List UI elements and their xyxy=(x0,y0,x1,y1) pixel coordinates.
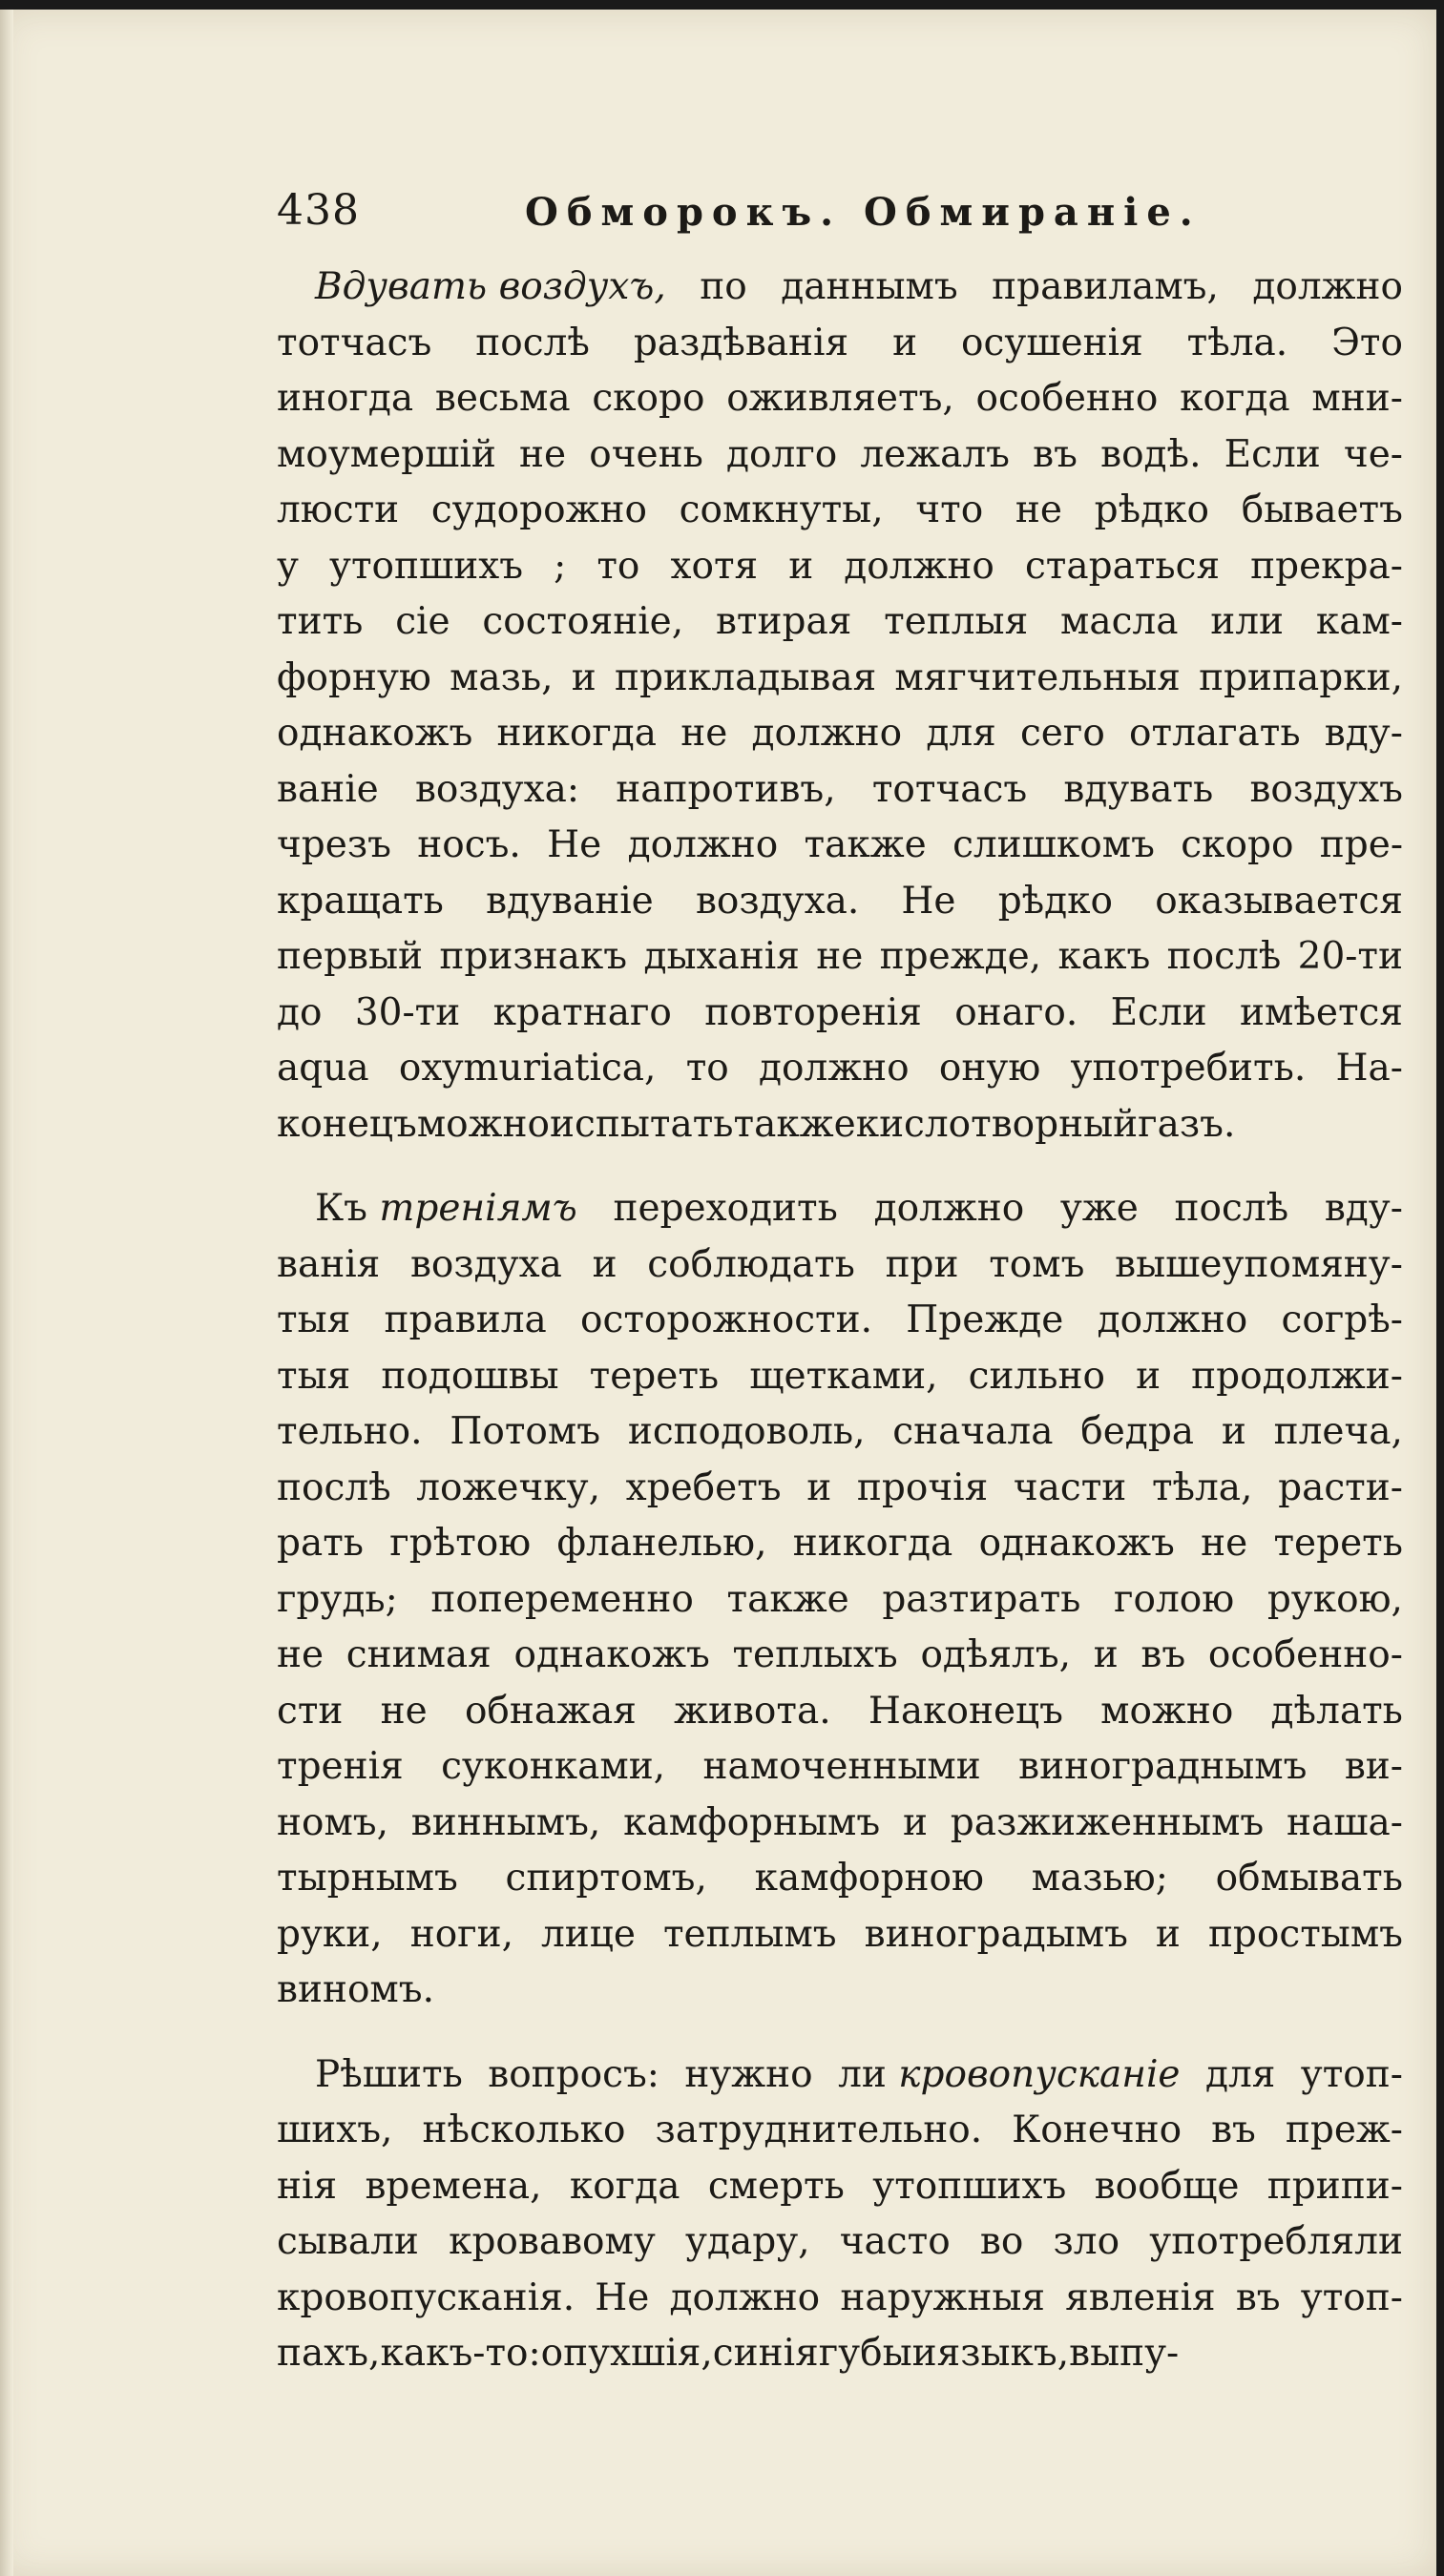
word: что xyxy=(915,488,984,531)
word: теплыхъ xyxy=(732,1633,898,1676)
word: кислотворный xyxy=(855,1102,1139,1146)
word: нѣсколько xyxy=(422,2109,626,2151)
word: рукою, xyxy=(1266,1577,1403,1621)
word: никогда xyxy=(792,1522,953,1565)
word: когда xyxy=(1180,377,1290,420)
word: имѣется xyxy=(1240,990,1403,1034)
word: и xyxy=(892,321,918,364)
word: припи- xyxy=(1266,2164,1403,2208)
word: сначала xyxy=(892,1410,1054,1453)
word: затруднительно. xyxy=(655,2109,983,2151)
word: не xyxy=(1015,488,1062,531)
word: oxymuriatica, xyxy=(398,1047,657,1090)
word: испытать xyxy=(550,1102,734,1146)
word: не xyxy=(519,432,567,476)
word: кровопусканiя. xyxy=(277,2275,576,2319)
text-line xyxy=(277,1461,1403,1517)
word: никогда xyxy=(496,712,658,755)
word: вообще xyxy=(1094,2164,1240,2208)
word: носъ. xyxy=(417,823,521,866)
word: попеременно xyxy=(430,1577,694,1621)
word: тѣла. xyxy=(1186,321,1288,364)
word: камфорною xyxy=(754,1857,984,1900)
word: бедра xyxy=(1080,1410,1195,1453)
word: одѣялъ, xyxy=(920,1633,1072,1676)
word: также xyxy=(804,823,927,866)
word: воздуха: xyxy=(414,767,580,811)
word: ванiе xyxy=(277,767,379,811)
word: припарки, xyxy=(1199,655,1403,699)
word: мазью; xyxy=(1031,1857,1168,1900)
word: сывали xyxy=(277,2220,419,2263)
word: скоро xyxy=(1181,823,1294,866)
word: бываетъ xyxy=(1241,488,1403,531)
word: прикладывая xyxy=(614,655,877,699)
word: томъ xyxy=(989,1242,1085,1286)
paragraph-gap xyxy=(277,2019,1403,2047)
word: въ xyxy=(1235,2275,1281,2319)
word: правиламъ, xyxy=(992,265,1219,308)
word: воздуха xyxy=(409,1242,562,1286)
word: также xyxy=(733,1102,856,1146)
word: номъ, xyxy=(277,1800,389,1844)
word: можно xyxy=(1100,1689,1234,1733)
text-line xyxy=(277,1516,1403,1572)
word: продолжи- xyxy=(1191,1354,1403,1398)
word: втирая xyxy=(715,600,852,643)
word: послѣ xyxy=(1166,935,1282,978)
word: однакожъ xyxy=(978,1522,1175,1565)
text-line xyxy=(277,2326,1403,2382)
word: можно xyxy=(416,1102,550,1146)
word: должно xyxy=(627,823,779,866)
word: хребетъ xyxy=(625,1465,782,1509)
word: ли кровопусканiе xyxy=(838,2052,1181,2096)
word: осторожности. xyxy=(580,1298,872,1341)
word: Если xyxy=(1224,432,1321,476)
word: у xyxy=(277,544,299,588)
word: обмывать xyxy=(1215,1857,1403,1900)
text-line xyxy=(277,483,1403,539)
word: вдувать xyxy=(1063,767,1214,811)
word: тотчасъ xyxy=(277,321,432,364)
word: или xyxy=(1210,600,1285,643)
word: мни- xyxy=(1311,377,1403,420)
text-line xyxy=(277,986,1403,1042)
word: виномъ. xyxy=(277,1968,434,2011)
text-line xyxy=(277,2271,1403,2327)
word: нужно xyxy=(684,2052,813,2096)
word: отлагать xyxy=(1129,712,1301,755)
word: суконками, xyxy=(441,1745,666,1788)
text-line xyxy=(277,1237,1403,1294)
word: выпу- xyxy=(1069,2332,1180,2375)
word: сильно xyxy=(968,1354,1105,1398)
running-title: Обморокъ. Обмиранiе. xyxy=(525,190,1202,235)
word: судорожно xyxy=(430,488,647,531)
word: вышеупомяну- xyxy=(1115,1242,1403,1286)
word: aqua xyxy=(277,1047,369,1090)
word: че- xyxy=(1343,432,1403,476)
word: снимая xyxy=(345,1633,492,1676)
text-line xyxy=(277,762,1403,819)
word: и xyxy=(592,1242,617,1286)
word: части xyxy=(1013,1465,1127,1509)
word: конецъ xyxy=(277,1102,417,1146)
word: чрезъ xyxy=(277,823,391,866)
text-line xyxy=(277,706,1403,762)
word: 30-ти xyxy=(354,990,461,1034)
text-line xyxy=(277,594,1403,651)
word: Вдувать воздухъ, xyxy=(315,265,666,308)
word: теплымъ xyxy=(662,1912,837,1956)
text-line xyxy=(277,371,1403,427)
text-line xyxy=(277,1684,1403,1740)
word: часто xyxy=(839,2220,951,2263)
word: масла xyxy=(1060,600,1179,643)
word: въ xyxy=(1211,2109,1256,2151)
word: тыя xyxy=(277,1354,351,1398)
text-line xyxy=(277,1796,1403,1852)
word: наружныя xyxy=(840,2275,1045,2319)
word: мазь, xyxy=(450,655,554,699)
word: удару, xyxy=(685,2220,810,2263)
word: смерть xyxy=(707,2164,845,2208)
word: должно xyxy=(751,712,903,755)
word: На- xyxy=(1335,1047,1403,1090)
word: тырнымъ xyxy=(277,1857,458,1900)
word: намоченными xyxy=(702,1745,981,1788)
word: нiя xyxy=(277,2164,338,2208)
word: дыханiя xyxy=(643,935,800,978)
word: и xyxy=(1093,1633,1119,1676)
word: для xyxy=(926,712,996,755)
word: утопшихъ xyxy=(329,544,524,588)
word: ванiя xyxy=(277,1242,381,1286)
text-line xyxy=(277,1041,1403,1097)
word: то xyxy=(685,1047,729,1090)
word: утоп- xyxy=(1300,2052,1403,2096)
text-line xyxy=(277,1963,1403,2019)
word: и xyxy=(571,655,596,699)
word: особенно- xyxy=(1207,1633,1403,1676)
word: 20-ти xyxy=(1297,935,1403,978)
word: ноги, xyxy=(409,1912,514,1956)
word: однакожъ xyxy=(277,712,473,755)
text-line xyxy=(277,427,1403,484)
word: не xyxy=(380,1689,428,1733)
text-line xyxy=(277,539,1403,595)
word: спиртомъ, xyxy=(505,1857,707,1900)
text-line xyxy=(277,818,1403,874)
text-line xyxy=(277,1907,1403,1963)
text-line xyxy=(277,874,1403,930)
word: и xyxy=(911,2332,937,2375)
word: тереть xyxy=(1273,1522,1403,1565)
word: однакожъ xyxy=(513,1633,710,1676)
word: прекра- xyxy=(1250,544,1403,588)
word: уже xyxy=(1059,1187,1139,1230)
page-number: 438 xyxy=(277,186,360,235)
word: кращать xyxy=(277,879,444,923)
word: состоянiе, xyxy=(482,600,684,643)
word: особенно xyxy=(975,377,1159,420)
word: не xyxy=(680,712,728,755)
word: преж- xyxy=(1285,2109,1403,2151)
word: руки, xyxy=(277,1912,383,1956)
word: Рѣшить xyxy=(315,2052,463,2096)
word: соблюдать xyxy=(647,1242,855,1286)
body-text xyxy=(277,260,1403,2382)
word: рать xyxy=(277,1522,365,1565)
word: кам- xyxy=(1315,600,1403,643)
word: по xyxy=(700,265,747,308)
text-line xyxy=(277,316,1403,372)
word: стараться xyxy=(1024,544,1221,588)
word: форную xyxy=(277,655,431,699)
book-page xyxy=(0,10,1436,2576)
word: воздуха. xyxy=(695,879,860,923)
word: дѣлать xyxy=(1270,1689,1403,1733)
text-line xyxy=(277,651,1403,707)
word: тѣла, xyxy=(1151,1465,1253,1509)
word: языкъ, xyxy=(936,2332,1070,2375)
word: плеча, xyxy=(1273,1410,1403,1453)
word: первый xyxy=(277,935,424,978)
word: разжиженнымъ xyxy=(950,1800,1265,1844)
text-line xyxy=(277,1572,1403,1629)
word: Къ треніямъ xyxy=(315,1187,577,1230)
word: синiя xyxy=(712,2332,819,2375)
word: губы xyxy=(818,2332,912,2375)
word: и xyxy=(788,544,814,588)
word: Не xyxy=(901,879,956,923)
word: согрѣ- xyxy=(1281,1298,1403,1341)
word: хотя xyxy=(670,544,759,588)
word: зло xyxy=(1053,2220,1120,2263)
word: и xyxy=(1221,1410,1246,1453)
word: голою xyxy=(1114,1577,1235,1621)
word: подошвы xyxy=(381,1354,559,1398)
word: не xyxy=(816,935,864,978)
word: въ xyxy=(1033,432,1078,476)
word: расти- xyxy=(1278,1465,1403,1509)
word: опухшiя, xyxy=(540,2332,713,2375)
word: слишкомъ xyxy=(952,823,1155,866)
word: тить xyxy=(277,600,364,643)
word: вопросъ: xyxy=(488,2052,659,2096)
word: очень xyxy=(589,432,703,476)
word: утоп- xyxy=(1300,2275,1403,2319)
word: сти xyxy=(277,1689,344,1733)
text-line xyxy=(277,1628,1403,1684)
word: Не xyxy=(595,2275,650,2319)
word: то xyxy=(596,544,640,588)
word: наша- xyxy=(1287,1800,1403,1844)
text-line xyxy=(277,2159,1403,2215)
text-line xyxy=(277,260,1403,316)
word: иногда xyxy=(277,377,414,420)
page-header xyxy=(277,186,1403,243)
word: Наконецъ xyxy=(868,1689,1063,1733)
paragraph xyxy=(277,260,1403,1153)
word: мягчительныя xyxy=(894,655,1181,699)
word: до xyxy=(277,990,323,1034)
word: когда xyxy=(569,2164,680,2208)
word: лице xyxy=(541,1912,636,1956)
word: рѣдко xyxy=(1094,488,1210,531)
word: вду- xyxy=(1324,712,1403,755)
word: Если xyxy=(1110,990,1207,1034)
word: вду- xyxy=(1324,1187,1403,1230)
word: теплыя xyxy=(884,600,1029,643)
word: въ xyxy=(1141,1633,1186,1676)
word: грудь; xyxy=(277,1577,398,1621)
word: Это xyxy=(1331,321,1403,364)
word: должно xyxy=(873,1187,1025,1230)
word: пре- xyxy=(1319,823,1403,866)
text-line xyxy=(277,1097,1403,1153)
word: фланелью, xyxy=(556,1522,767,1565)
word: послѣ xyxy=(277,1465,391,1509)
page-spine-shadow xyxy=(0,10,13,2576)
text-line xyxy=(277,1404,1403,1461)
word: долго xyxy=(726,432,838,476)
word: разтирать xyxy=(882,1577,1081,1621)
word: во xyxy=(979,2220,1024,2263)
word: обнажая xyxy=(464,1689,637,1733)
word: какъ-то: xyxy=(380,2332,541,2375)
word: и xyxy=(902,1800,928,1844)
word: щетками, xyxy=(749,1354,938,1398)
word: сего xyxy=(1019,712,1105,755)
word: тренiя xyxy=(277,1745,404,1788)
word: оную xyxy=(938,1047,1041,1090)
word: винограднымъ xyxy=(1018,1745,1308,1788)
word: правила xyxy=(384,1298,547,1341)
word: послѣ xyxy=(475,321,590,364)
text-line xyxy=(277,1851,1403,1907)
word: даннымъ xyxy=(781,265,958,308)
word: оживляетъ, xyxy=(726,377,954,420)
word: вдуванiе xyxy=(486,879,654,923)
word: явленiя xyxy=(1065,2275,1216,2319)
word: должно xyxy=(844,544,994,588)
word: тыя xyxy=(277,1298,351,1341)
word: тереть xyxy=(589,1354,720,1398)
word: какъ xyxy=(1057,935,1151,978)
word: сiе xyxy=(395,600,450,643)
text-line xyxy=(277,1181,1403,1237)
word: виноградымъ xyxy=(864,1912,1128,1956)
word: скоро xyxy=(592,377,705,420)
paragraph xyxy=(277,2047,1403,2382)
word: и xyxy=(1136,1354,1161,1398)
word: камфорнымъ xyxy=(623,1800,881,1844)
word: ; xyxy=(554,544,567,588)
word: употребить. xyxy=(1070,1047,1307,1090)
word: живота. xyxy=(674,1689,831,1733)
word: моумершiй xyxy=(277,432,496,476)
word: времена, xyxy=(365,2164,542,2208)
text-line xyxy=(277,2214,1403,2271)
text-line xyxy=(277,929,1403,986)
word: Конечно xyxy=(1012,2109,1182,2151)
word: должно xyxy=(669,2275,821,2319)
word: лежалъ xyxy=(860,432,1010,476)
word: рѣдко xyxy=(997,879,1114,923)
word: утопшихъ xyxy=(872,2164,1067,2208)
word: весьма xyxy=(434,377,571,420)
word: должно xyxy=(1252,265,1403,308)
word: переходить xyxy=(613,1187,838,1230)
text-line xyxy=(277,1293,1403,1349)
word: газъ. xyxy=(1138,1102,1236,1146)
word: шихъ, xyxy=(277,2109,393,2151)
word: тельно. xyxy=(277,1410,423,1453)
word: не xyxy=(1201,1522,1248,1565)
text-line xyxy=(277,2047,1403,2104)
word: употребляли xyxy=(1149,2220,1403,2263)
word: также xyxy=(726,1577,849,1621)
word: и xyxy=(806,1465,832,1509)
word: оказывается xyxy=(1155,879,1403,923)
word: и xyxy=(1155,1912,1181,1956)
word: тотчасъ xyxy=(871,767,1028,811)
text-line xyxy=(277,2103,1403,2159)
word: кратнаго xyxy=(492,990,672,1034)
word: признакъ xyxy=(439,935,628,978)
word: прежде, xyxy=(879,935,1042,978)
word: водѣ. xyxy=(1100,432,1202,476)
word: осушенiя xyxy=(961,321,1143,364)
word: люсти xyxy=(277,488,400,531)
word: Не xyxy=(547,823,602,866)
word: Потомъ xyxy=(450,1410,601,1453)
word: Прежде xyxy=(906,1298,1064,1341)
word: воздухъ xyxy=(1249,767,1403,811)
word: онаго. xyxy=(954,990,1078,1034)
word: ложечку, xyxy=(416,1465,600,1509)
paragraph-gap xyxy=(277,1153,1403,1181)
word: пахъ, xyxy=(277,2332,381,2375)
word: при xyxy=(885,1242,959,1286)
word: должно xyxy=(759,1047,910,1090)
word: раздѣванiя xyxy=(633,321,849,364)
word: напротивъ, xyxy=(616,767,836,811)
word: сомкнуты, xyxy=(679,488,884,531)
word: послѣ xyxy=(1174,1187,1289,1230)
word: должно xyxy=(1097,1298,1248,1341)
word: не xyxy=(277,1633,324,1676)
word: прочiя xyxy=(856,1465,989,1509)
text-line xyxy=(277,1349,1403,1405)
word: ви- xyxy=(1344,1745,1403,1788)
word: простымъ xyxy=(1207,1912,1403,1956)
word: кровавому xyxy=(449,2220,656,2263)
paragraph xyxy=(277,1181,1403,2019)
word: повторенiя xyxy=(704,990,922,1034)
word: исподоволь, xyxy=(627,1410,866,1453)
word: грѣтою xyxy=(389,1522,532,1565)
word: виннымъ, xyxy=(410,1800,601,1844)
word: для xyxy=(1204,2052,1276,2096)
text-line xyxy=(277,1739,1403,1796)
